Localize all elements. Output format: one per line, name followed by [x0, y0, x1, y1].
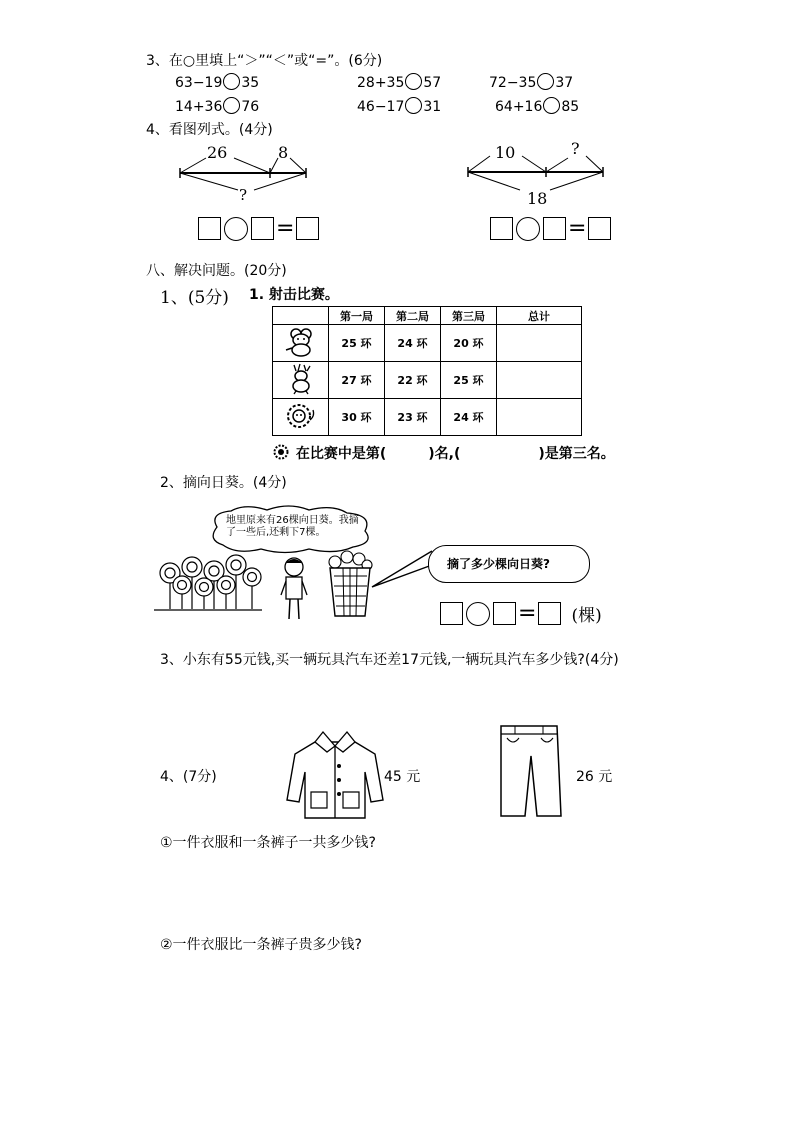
- equation-left: =: [198, 216, 319, 241]
- table-cell: 27 环: [329, 362, 385, 399]
- equation-sunflower: = (棵): [440, 601, 602, 626]
- table-cell: 22 环: [385, 362, 441, 399]
- pants-illustration: [495, 722, 565, 820]
- table-cell: 25 环: [441, 362, 497, 399]
- sunflowers-illustration: [152, 545, 264, 615]
- p1-answer-line: 在比赛中是第( )名,( )是第三名。: [273, 443, 615, 463]
- table-cell: 24 环: [441, 399, 497, 436]
- p4-question-1: ①一件衣服和一条裤子一共多少钱?: [160, 835, 376, 851]
- compare-circle[interactable]: [543, 97, 560, 114]
- p4-label: 4、(7分): [160, 769, 217, 785]
- table-header: 第三局: [441, 307, 497, 325]
- compare-item-5: 46−17 31: [357, 99, 442, 115]
- table-cell: 30 环: [329, 399, 385, 436]
- speech-text: 地里原来有26棵向日葵。我摘了一些后,还剩下7棵。: [226, 515, 359, 538]
- compare-item-6: 64+16 85: [495, 99, 580, 115]
- right-total: 18: [527, 189, 548, 208]
- equation-right: =: [490, 216, 611, 241]
- answer-box[interactable]: [296, 217, 319, 240]
- left-part-b: 8: [278, 143, 289, 162]
- answer-box[interactable]: [198, 217, 221, 240]
- answer-box[interactable]: [440, 602, 463, 625]
- jacket-illustration: [285, 728, 385, 823]
- child-figure-illustration: [280, 555, 310, 625]
- p3-text: 3、小东有55元钱,买一辆玩具汽车还差17元钱,一辆玩具汽车多少钱?(4分): [160, 652, 619, 668]
- bear-icon: [273, 325, 329, 362]
- answer-box[interactable]: [543, 217, 566, 240]
- left-total: ?: [239, 186, 248, 204]
- compare-item-2: 28+35 57: [357, 75, 442, 91]
- compare-item-1: 63−19 35: [175, 75, 260, 91]
- total-cell[interactable]: [497, 325, 582, 362]
- table-header: 总计: [497, 307, 582, 325]
- table-row: [273, 362, 582, 399]
- table-cell: 24 环: [385, 325, 441, 362]
- table-cell: 20 环: [441, 325, 497, 362]
- compare-circle[interactable]: [405, 97, 422, 114]
- right-part-b: ?: [571, 139, 580, 158]
- q4-title: 4、看图列式。(4分): [146, 122, 273, 138]
- compare-circle[interactable]: [537, 73, 554, 90]
- compare-item-4: 14+36 76: [175, 99, 260, 115]
- table-header: 第二局: [385, 307, 441, 325]
- answer-circle[interactable]: [466, 602, 490, 626]
- answer-circle[interactable]: [516, 217, 540, 241]
- left-part-a: 26: [207, 143, 228, 162]
- unit-label: (棵): [571, 606, 602, 626]
- jacket-price: 45 元: [384, 769, 421, 785]
- answer-box[interactable]: [538, 602, 561, 625]
- table-corner: [273, 307, 329, 325]
- compare-circle[interactable]: [223, 97, 240, 114]
- score-table: [272, 306, 582, 436]
- q3-title: 3、在○里填上“＞”“＜”或“=”。(6分): [146, 53, 383, 69]
- table-row: [273, 325, 582, 362]
- p2-label: 2、摘向日葵。(4分): [160, 475, 287, 491]
- table-header: 第一局: [329, 307, 385, 325]
- total-cell[interactable]: [497, 399, 582, 436]
- compare-circle[interactable]: [405, 73, 422, 90]
- table-cell: 25 环: [329, 325, 385, 362]
- pants-price: 26 元: [576, 769, 613, 785]
- answer-box[interactable]: [588, 217, 611, 240]
- p1-heading: 1. 射击比赛。: [249, 287, 339, 303]
- table-row: [273, 399, 582, 436]
- p1-label: 1、(5分): [160, 288, 229, 308]
- answer-circle[interactable]: [224, 217, 248, 241]
- compare-item-3: 72−35 37: [489, 75, 574, 91]
- total-cell[interactable]: [497, 362, 582, 399]
- flower-basket-illustration: [325, 550, 375, 620]
- deer-icon: [273, 362, 329, 399]
- lion-small-icon: [273, 444, 291, 460]
- question-text: 摘了多少棵向日葵?: [447, 557, 550, 571]
- p4-question-2: ②一件衣服比一条裤子贵多少钱?: [160, 937, 362, 953]
- answer-box[interactable]: [251, 217, 274, 240]
- answer-box[interactable]: [490, 217, 513, 240]
- compare-circle[interactable]: [223, 73, 240, 90]
- table-cell: 23 环: [385, 399, 441, 436]
- right-part-a: 10: [495, 143, 516, 162]
- answer-box[interactable]: [493, 602, 516, 625]
- lion-icon: [273, 399, 329, 436]
- section8-title: 八、解决问题。(20分): [146, 263, 287, 279]
